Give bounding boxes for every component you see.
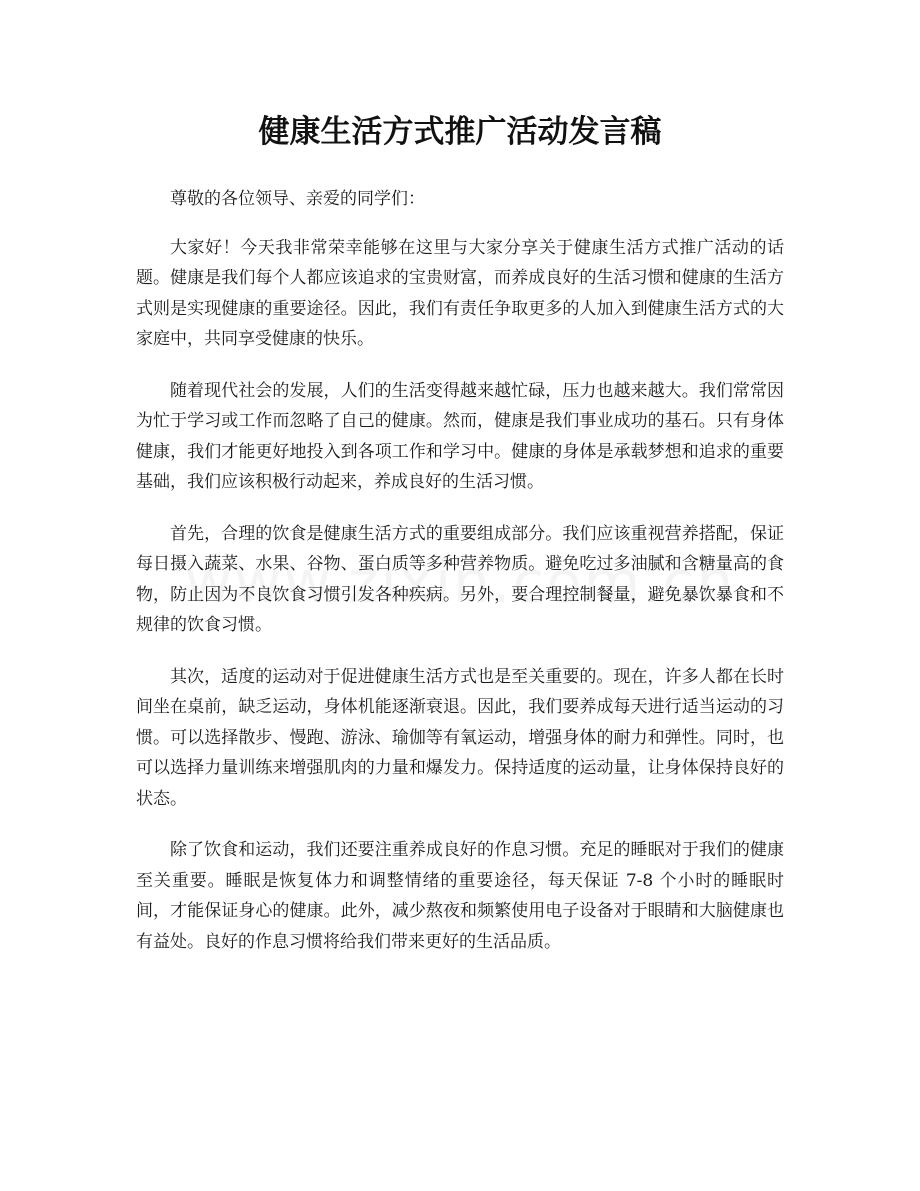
document-body xyxy=(136,184,784,978)
background-paragraph: 随着现代社会的发展，人们的生活变得越来越忙碌，压力也越来越大。我们常常因为忙于学习或工作而忽略了自己的健康。然而，健康是我们事业成功的基石。只有身体健康，我们才能更好地投入到各项工作和学习中。健康的身体是承载梦想和追求的重要基础，我们应该积极行动起来，养成良好的生活习惯。 xyxy=(136,380,784,492)
salutation-paragraph: 尊敬的各位领导、亲爱的同学们： xyxy=(170,189,425,209)
intro-paragraph: 大家好！今天我非常荣幸能够在这里与大家分享关于健康生活方式推广活动的话题。健康是我们每个人都应该追求的宝贵财富，而养成良好的生活习惯和健康的生活方式则是实现健康的重要途径。因此，我们有责任争取更多的人加入到健康生活方式的大家庭中，共同享受健康的快乐。 xyxy=(136,237,784,349)
document-title: 健康生活方式推广活动发言稿 xyxy=(258,114,662,150)
exercise-paragraph: 其次，适度的运动对于促进健康生活方式也是至关重要的。现在，许多人都在长时间坐在桌前，缺乏运动，身体机能逐渐衰退。因此，我们要养成每天进行适当运动的习惯。可以选择散步、慢跑、游泳、瑜伽等有氧运动，增强身体的耐力和弹性。同时，也可以选择力量训练来增强肌肉的力量和爆发力。保持适度的运动量，让身体保持良好的状态。 xyxy=(136,666,784,809)
diet-paragraph: 首先，合理的饮食是健康生活方式的重要组成部分。我们应该重视营养搭配，保证每日摄入蔬菜、水果、谷物、蛋白质等多种营养物质。避免吃过多油腻和含糖量高的食物，防止因为不良饮食习惯引发各种疾病。另外，要合理控制餐量，避免暴饮暴食和不规律的饮食习惯。 xyxy=(136,523,784,635)
sleep-paragraph: 除了饮食和运动，我们还要注重养成良好的作息习惯。充足的睡眠对于我们的健康至关重要。睡眠是恢复体力和调整情绪的重要途径，每天保证 7-8 个小时的睡眠时间，才能保证身心的健康。此外，减少熬夜和频繁使用电子设备对于眼睛和大脑健康也有益处。良好的作息习惯将给我们带来更好的生活品质。 xyxy=(136,840,784,952)
